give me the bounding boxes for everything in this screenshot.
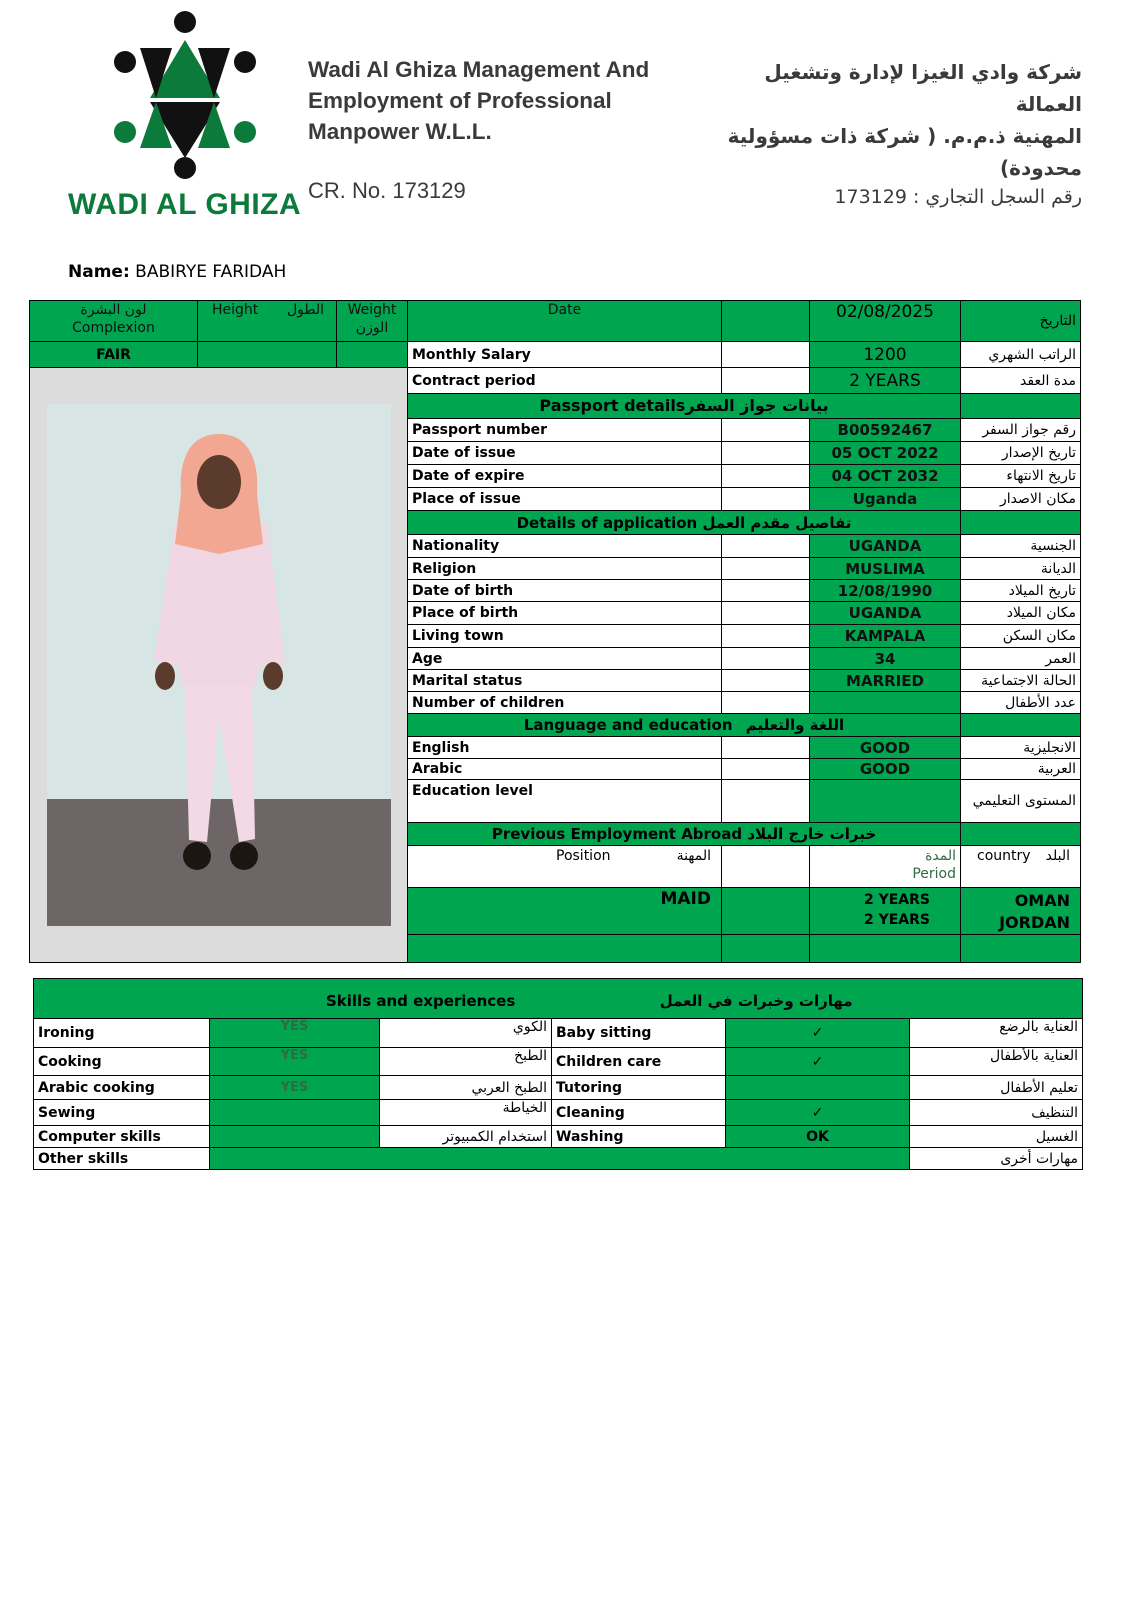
complexion-ar: لون البشرة [80, 302, 147, 318]
field-value: 04 OCT 2032 [810, 465, 961, 488]
field-label: Age [408, 648, 722, 670]
weight-ar: الوزن [355, 320, 389, 336]
field-label-ar: مكان الميلاد [961, 602, 1081, 625]
field-label-ar: تاريخ الانتهاء [961, 465, 1081, 488]
skill-label: Cooking [34, 1048, 210, 1076]
field-label-ar: عدد الأطفال [961, 692, 1081, 714]
skill-label-ar: العناية بالرضع [910, 1019, 1083, 1048]
skill-label-ar: الغسيل [910, 1126, 1083, 1148]
employment-period: 2 YEARS [863, 912, 930, 928]
empty-cell [961, 511, 1081, 535]
section-title-ar: خبرات خارج البلاد [747, 825, 877, 843]
field-value: UGANDA [810, 535, 961, 558]
empty-cell [961, 935, 1081, 963]
section-title-ar: مهارات وخبرات في العمل [659, 992, 853, 1010]
field-value: 34 [810, 648, 961, 670]
empty-cell [722, 888, 810, 935]
name-value: BABIRYE FARIDAH [135, 262, 287, 282]
skill-label: Computer skills [34, 1126, 210, 1148]
field-value [810, 780, 961, 823]
empty-cell [722, 580, 810, 602]
skill-value [726, 1076, 910, 1100]
candidate-photo-image [47, 404, 391, 926]
section-header-language [408, 714, 961, 737]
name-label: Name: [68, 262, 130, 282]
company-name-en-line: Employment of Professional [308, 88, 612, 113]
section-title-ar: بيانات جواز السفر [685, 396, 829, 415]
cr-number-ar: رقم السجل التجاري : 173129 [834, 186, 1082, 208]
date-label: Date [408, 301, 722, 342]
field-value: MUSLIMA [810, 558, 961, 580]
empty-cell [722, 692, 810, 714]
field-value: GOOD [810, 737, 961, 759]
field-label: Marital status [408, 670, 722, 692]
skill-label-ar: التنظيف [910, 1100, 1083, 1126]
skill-label: Tutoring [552, 1076, 726, 1100]
skill-label: Washing [552, 1126, 726, 1148]
section-header-employment [408, 823, 961, 846]
field-label-ar: مكان الاصدار [961, 488, 1081, 511]
field-value: KAMPALA [810, 625, 961, 648]
company-name-ar-line: المهنية ذ.م.م. ( شركة ذات مسؤولية [727, 124, 1082, 148]
field-value: GOOD [810, 759, 961, 780]
field-value: 12/08/1990 [810, 580, 961, 602]
section-title-en: Details of application [516, 513, 698, 532]
company-name-en-line: Manpower W.L.L. [308, 119, 492, 144]
field-label: Passport number [408, 419, 722, 442]
complexion-value: FAIR [30, 342, 198, 368]
field-label: Living town [408, 625, 722, 648]
skill-value: YES [210, 1048, 380, 1076]
weight-en: Weight [347, 302, 397, 318]
field-label-ar: رقم جواز السفر [961, 419, 1081, 442]
field-label-ar: مكان السكن [961, 625, 1081, 648]
empty-cell [722, 670, 810, 692]
empty-cell [722, 442, 810, 465]
position-ar: المهنة [676, 848, 711, 864]
field-label-ar: العربية [961, 759, 1081, 780]
photo-cell [30, 368, 408, 963]
company-name-ar-line: محدودة) [1000, 156, 1082, 180]
company-name-ar-line: شركة وادي الغيزا لإدارة وتشغيل العمالة [764, 60, 1082, 116]
position-en: Position [556, 848, 611, 864]
empty-cell [722, 465, 810, 488]
cv-table [29, 300, 1081, 963]
employment-position: MAID [408, 888, 722, 935]
empty-cell [722, 301, 810, 342]
check-icon: ✓ [726, 1048, 910, 1076]
employment-periods [810, 888, 961, 935]
period-ar: المدة [925, 848, 956, 864]
company-logo [110, 10, 260, 180]
position-header [408, 846, 722, 888]
section-title-ar: تفاصيل مقدم العمل [702, 513, 852, 532]
empty-cell [722, 759, 810, 780]
field-label: Date of issue [408, 442, 722, 465]
empty-cell [722, 602, 810, 625]
empty-cell [961, 714, 1081, 737]
empty-cell [722, 648, 810, 670]
field-label: Arabic [408, 759, 722, 780]
skill-label: Ironing [34, 1019, 210, 1048]
skill-label-ar: الطبخ العربي [380, 1076, 552, 1100]
section-title-ar: اللغة والتعليم [745, 716, 845, 734]
field-label-ar: الحالة الاجتماعية [961, 670, 1081, 692]
field-label: Contract period [408, 368, 722, 394]
section-title-en: Language and education [523, 716, 733, 734]
skill-label: Children care [552, 1048, 726, 1076]
field-label-ar: العمر [961, 648, 1081, 670]
height-value [198, 342, 337, 368]
field-label-ar: مدة العقد [961, 368, 1081, 394]
field-label: Number of children [408, 692, 722, 714]
check-icon: ✓ [726, 1019, 910, 1048]
field-value: 2 YEARS [810, 368, 961, 394]
field-label: Religion [408, 558, 722, 580]
height-en: Height [212, 302, 259, 318]
field-value: 1200 [810, 342, 961, 368]
empty-cell [810, 935, 961, 963]
employment-country: OMAN [1014, 891, 1070, 910]
empty-cell [722, 535, 810, 558]
skill-label: Other skills [34, 1148, 210, 1170]
skill-label-ar: مهارات أخرى [910, 1148, 1083, 1170]
skill-value [210, 1100, 380, 1126]
cr-number-en: CR. No. 173129 [308, 178, 466, 203]
company-name-en-line: Wadi Al Ghiza Management And [308, 57, 650, 82]
skill-label-ar: الطبخ [380, 1048, 552, 1076]
weight-value [337, 342, 408, 368]
field-value: UGANDA [810, 602, 961, 625]
candidate-name [68, 262, 286, 282]
field-label-ar: تاريخ الإصدار [961, 442, 1081, 465]
logo-text: WADI AL GHIZA [68, 188, 302, 221]
field-label: Place of birth [408, 602, 722, 625]
country-ar: البلد [1045, 848, 1070, 864]
empty-cell [961, 823, 1081, 846]
field-value: 05 OCT 2022 [810, 442, 961, 465]
field-label: Place of issue [408, 488, 722, 511]
section-title-en: Previous Employment Abroad [491, 825, 743, 843]
skill-label-ar: تعليم الأطفال [910, 1076, 1083, 1100]
country-header [961, 846, 1081, 888]
logo-star-icon [110, 10, 260, 180]
skill-label: Sewing [34, 1100, 210, 1126]
field-label-ar: المستوى التعليمي [961, 780, 1081, 823]
empty-cell [722, 737, 810, 759]
empty-cell [722, 935, 810, 963]
skills-section-header [34, 979, 1083, 1019]
date-value: 02/08/2025 [810, 301, 961, 342]
other-skills-value [210, 1148, 910, 1170]
period-header [810, 846, 961, 888]
empty-cell [722, 846, 810, 888]
skill-value [210, 1126, 380, 1148]
field-label-ar: الانجليزية [961, 737, 1081, 759]
complexion-header [30, 301, 198, 342]
empty-cell [722, 342, 810, 368]
employment-countries [961, 888, 1081, 935]
height-ar: الطول [286, 302, 324, 318]
skill-label-ar: العناية بالأطفال [910, 1048, 1083, 1076]
country-en: country [977, 848, 1031, 864]
company-name-en [308, 54, 649, 147]
field-label: Nationality [408, 535, 722, 558]
field-value: MARRIED [810, 670, 961, 692]
empty-cell [722, 368, 810, 394]
field-label: Monthly Salary [408, 342, 722, 368]
empty-cell [722, 625, 810, 648]
empty-cell [722, 558, 810, 580]
employment-period: 2 YEARS [863, 892, 930, 908]
company-name-ar [702, 56, 1082, 184]
empty-cell [408, 935, 722, 963]
section-header-passport [408, 394, 961, 419]
section-title-en: Skills and experiences [326, 992, 516, 1010]
field-label-ar: الديانة [961, 558, 1081, 580]
field-value [810, 692, 961, 714]
skill-label-ar: الخياطة [380, 1100, 552, 1126]
field-value: B00592467 [810, 419, 961, 442]
field-label: Date of expire [408, 465, 722, 488]
skill-label: Cleaning [552, 1100, 726, 1126]
field-label: English [408, 737, 722, 759]
skill-value: YES [210, 1076, 380, 1100]
field-label: Date of birth [408, 580, 722, 602]
field-label: Education level [408, 780, 722, 823]
field-value: Uganda [810, 488, 961, 511]
weight-header [337, 301, 408, 342]
check-icon: ✓ [726, 1100, 910, 1126]
candidate-photo [47, 404, 391, 926]
skill-label-ar: الكوي [380, 1019, 552, 1048]
skills-table [33, 978, 1083, 1170]
employment-country: JORDAN [999, 913, 1070, 932]
empty-cell [722, 780, 810, 823]
field-label-ar: الجنسية [961, 535, 1081, 558]
complexion-en: Complexion [72, 320, 155, 336]
period-en: Period [912, 866, 956, 882]
field-label-ar: تاريخ الميلاد [961, 580, 1081, 602]
empty-cell [961, 394, 1081, 419]
skill-value: OK [726, 1126, 910, 1148]
empty-cell [722, 419, 810, 442]
empty-cell [722, 488, 810, 511]
skill-label: Arabic cooking [34, 1076, 210, 1100]
date-label-ar: التاريخ [961, 301, 1081, 342]
section-header-application [408, 511, 961, 535]
field-label-ar: الراتب الشهري [961, 342, 1081, 368]
section-title-en: Passport details [539, 396, 686, 415]
skill-label-ar: استخدام الكمبيوتر [380, 1126, 552, 1148]
skill-label: Baby sitting [552, 1019, 726, 1048]
skill-value: YES [210, 1019, 380, 1048]
height-header [198, 301, 337, 342]
